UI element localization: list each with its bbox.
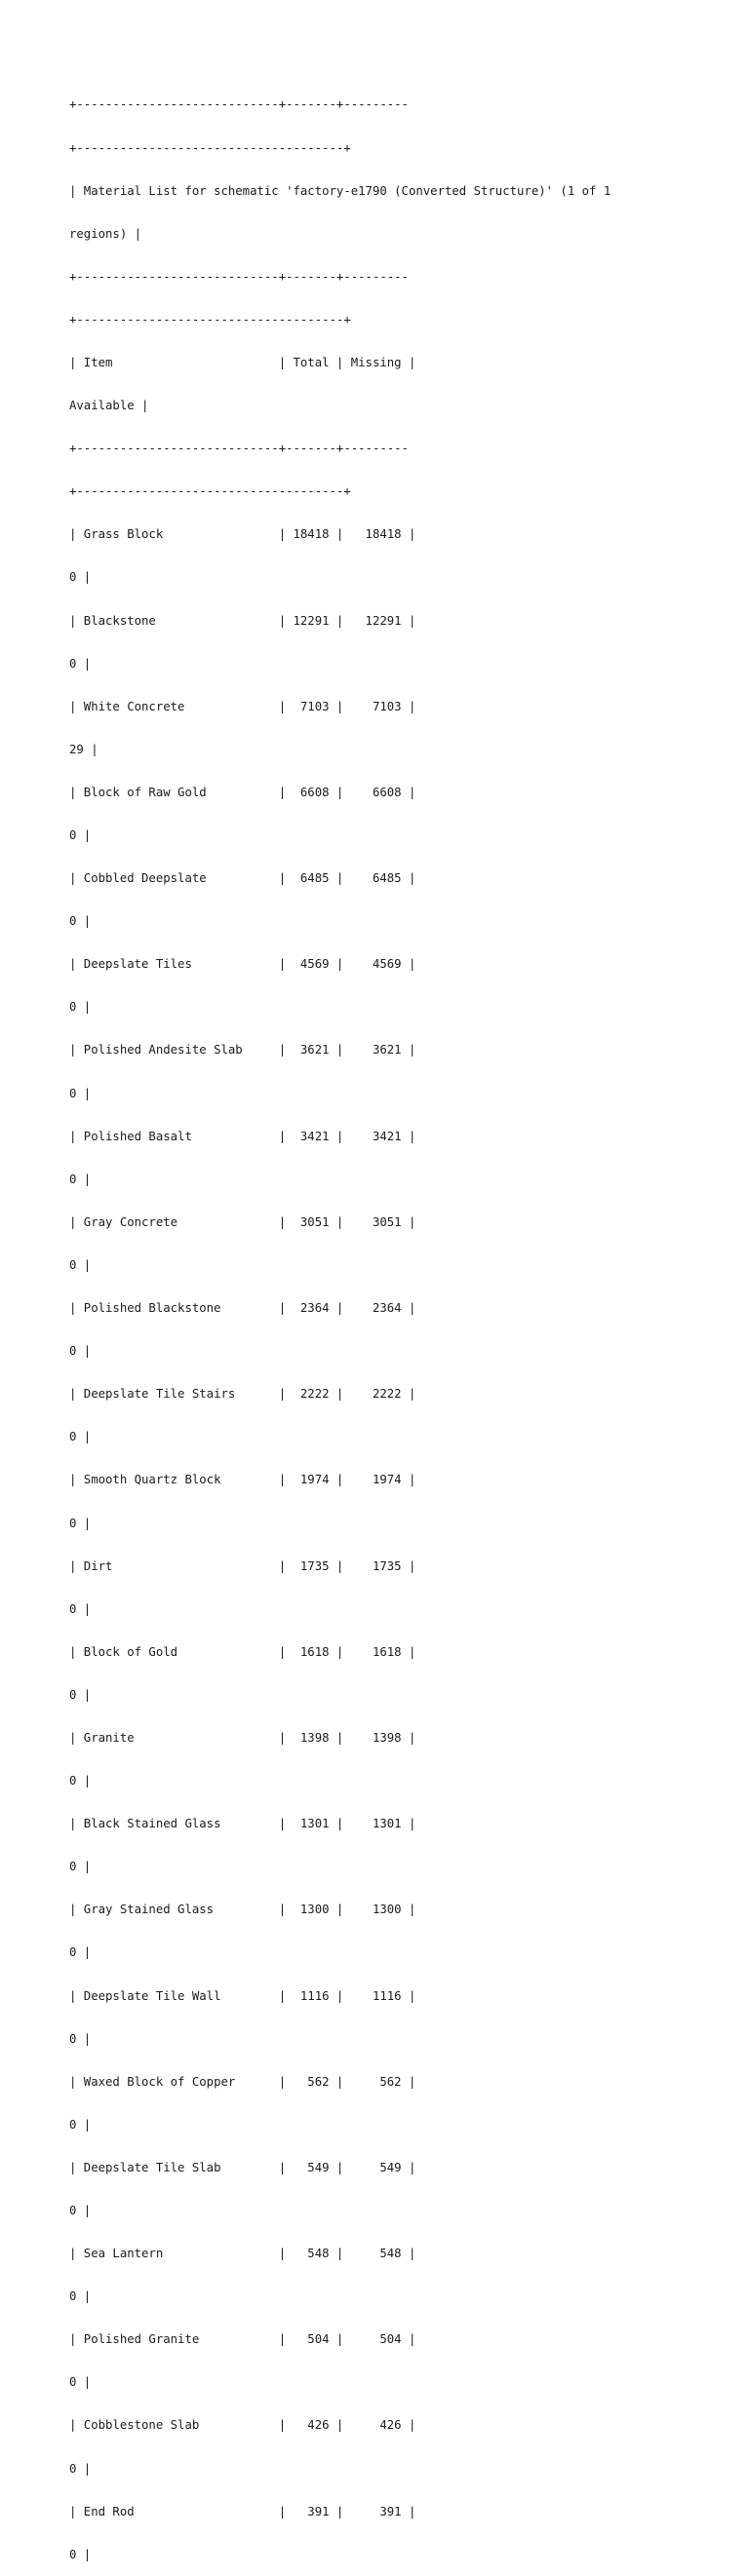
table-row-wrap: 0 | bbox=[69, 914, 92, 929]
table-row: | Granite | 1398 | 1398 | bbox=[69, 1730, 416, 1745]
table-row: | Polished Blackstone | 2364 | 2364 | bbox=[69, 1301, 416, 1316]
table-row-wrap: 0 | bbox=[69, 1430, 92, 1444]
table-border-wrap: +-------------------------------------+ bbox=[69, 484, 351, 499]
table-row-wrap: 0 | bbox=[69, 1774, 92, 1788]
table-row: | Cobbled Deepslate | 6485 | 6485 | bbox=[69, 871, 416, 886]
table-row: | Polished Basalt | 3421 | 3421 | bbox=[69, 1129, 416, 1143]
table-row: | Cobblestone Slab | 426 | 426 | bbox=[69, 2418, 416, 2433]
table-row-wrap: 0 | bbox=[69, 2547, 92, 2561]
table-header-wrap: Available | bbox=[69, 399, 149, 413]
table-row: | End Rod | 391 | 391 | bbox=[69, 2504, 416, 2518]
table-border: +----------------------------+-------+--------- bbox=[69, 269, 409, 284]
table-row: | Smooth Quartz Block | 1974 | 1974 | bbox=[69, 1473, 416, 1487]
table-row: | Grass Block | 18418 | 18418 | bbox=[69, 527, 416, 542]
table-row: | Deepslate Tile Slab | 549 | 549 | bbox=[69, 2160, 416, 2174]
table-row-wrap: 0 | bbox=[69, 570, 92, 585]
table-row-wrap: 0 | bbox=[69, 1687, 92, 1702]
table-row: | Polished Granite | 504 | 504 | bbox=[69, 2332, 416, 2347]
table-row-wrap: 0 | bbox=[69, 1344, 92, 1359]
table-title-wrap: regions) | bbox=[69, 226, 142, 241]
table-row: | White Concrete | 7103 | 7103 | bbox=[69, 699, 416, 713]
table-row: | Polished Andesite Slab | 3621 | 3621 | bbox=[69, 1043, 416, 1057]
table-row-wrap: 0 | bbox=[69, 1000, 92, 1015]
table-row-wrap: 0 | bbox=[69, 1516, 92, 1530]
table-row: | Dirt | 1735 | 1735 | bbox=[69, 1558, 416, 1573]
table-row-wrap: 29 | bbox=[69, 742, 99, 756]
table-row-wrap: 0 | bbox=[69, 2117, 92, 2132]
table-border: +----------------------------+-------+--------- bbox=[69, 442, 409, 456]
table-row: | Deepslate Tile Wall | 1116 | 1116 | bbox=[69, 1988, 416, 2003]
table-row-wrap: 0 | bbox=[69, 656, 92, 671]
table-row-wrap: 0 | bbox=[69, 2031, 92, 2046]
table-row: | Deepslate Tile Stairs | 2222 | 2222 | bbox=[69, 1387, 416, 1402]
table-row: | Deepslate Tiles | 4569 | 4569 | bbox=[69, 957, 416, 972]
table-border-top: +----------------------------+-------+--------- bbox=[69, 97, 409, 112]
table-row: | Gray Stained Glass | 1300 | 1300 | bbox=[69, 1903, 416, 1917]
table-row: | Block of Gold | 1618 | 1618 | bbox=[69, 1644, 416, 1659]
table-row-wrap: 0 | bbox=[69, 2289, 92, 2304]
table-row-wrap: 0 | bbox=[69, 1172, 92, 1186]
table-row: | Sea Lantern | 548 | 548 | bbox=[69, 2247, 416, 2261]
table-row-wrap: 0 | bbox=[69, 1086, 92, 1100]
table-row: | Waxed Block of Copper | 562 | 562 | bbox=[69, 2074, 416, 2089]
table-row-wrap: 0 | bbox=[69, 1860, 92, 1874]
material-list-document bbox=[69, 69, 713, 2576]
table-row: | Black Stained Glass | 1301 | 1301 | bbox=[69, 1817, 416, 1831]
table-row-wrap: 0 | bbox=[69, 2204, 92, 2217]
table-row-wrap: 0 | bbox=[69, 1257, 92, 1272]
table-row-wrap: 0 | bbox=[69, 1945, 92, 1960]
table-header: | Item | Total | Missing | bbox=[69, 355, 416, 369]
table-row: | Blackstone | 12291 | 12291 | bbox=[69, 613, 416, 628]
table-border-wrap: +-------------------------------------+ bbox=[69, 312, 351, 327]
table-row: | Block of Raw Gold | 6608 | 6608 | bbox=[69, 785, 416, 799]
table-row-wrap: 0 | bbox=[69, 1601, 92, 1616]
table-row-wrap: 0 | bbox=[69, 2461, 92, 2476]
table-row: | Gray Concrete | 3051 | 3051 | bbox=[69, 1214, 416, 1229]
table-title: | Material List for schematic 'factory-e1790 (Converted Structure)' (1 of 1 bbox=[69, 183, 611, 198]
table-row-wrap: 0 | bbox=[69, 2375, 92, 2390]
table-row-wrap: 0 | bbox=[69, 828, 92, 842]
table-border-top-wrap: +-------------------------------------+ bbox=[69, 140, 351, 155]
